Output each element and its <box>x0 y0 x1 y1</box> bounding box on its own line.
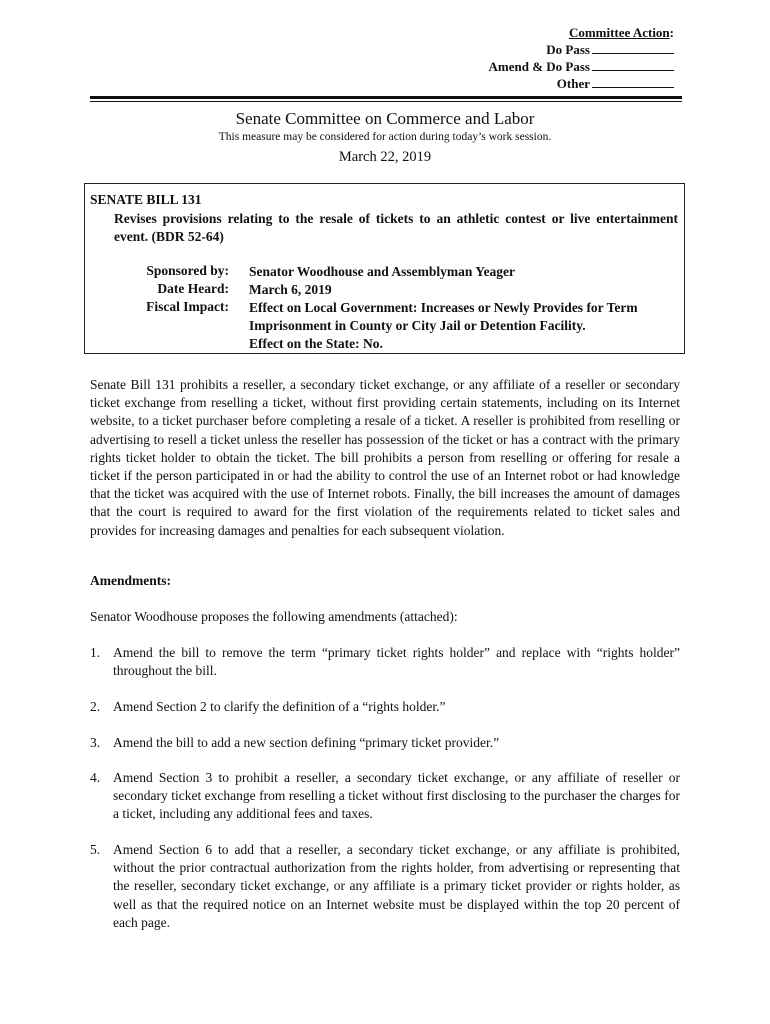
list-text: Amend Section 2 to clarify the definition of a “rights holder.” <box>113 699 446 714</box>
list-number: 2. <box>90 699 101 714</box>
fiscal-row <box>85 299 684 351</box>
option-do-pass: Do Pass <box>489 41 674 58</box>
blank-line <box>592 75 674 88</box>
amendments-heading: Amendments: <box>90 573 171 588</box>
bill-summary: Revises provisions relating to the resale of tickets to an athletic contest or live entertainment event. (BDR 52-64) <box>114 211 678 244</box>
bill-meta <box>85 263 684 351</box>
option-other: Other <box>489 75 674 92</box>
blank-line <box>592 41 674 54</box>
header-rule-thick <box>90 96 682 99</box>
header-rule-thin <box>90 101 682 102</box>
bill-number: SENATE BILL 131 <box>90 192 202 207</box>
committee-name: Senate Committee on Commerce and Labor <box>235 109 535 128</box>
list-number: 1. <box>90 645 101 660</box>
list-number: 4. <box>90 770 101 785</box>
bill-info-box <box>84 183 685 354</box>
committee-action-block: Committee Action: Do Pass Amend & Do Pass Other <box>488 25 674 91</box>
heard-row <box>85 281 684 299</box>
list-number: 5. <box>90 842 101 857</box>
list-text: Amend the bill to add a new section defining “primary ticket provider.” <box>113 735 500 750</box>
hearing-date: March 22, 2019 <box>338 149 432 165</box>
fiscal-state: Effect on the State: No. <box>249 336 383 351</box>
session-note: This measure may be considered for action during today’s work session. <box>218 131 552 143</box>
amendments-intro: Senator Woodhouse proposes the following amendments (attached): <box>90 609 458 624</box>
blank-line <box>592 58 674 71</box>
fiscal-local: Effect on Local Government: Increases or Newly Provides for Term Imprisonment in County or City Jail or Detention Facility. <box>249 300 638 333</box>
sponsored-label: Sponsored by: <box>146 263 229 278</box>
summary-paragraph: Senate Bill 131 prohibits a reseller, a secondary ticket exchange, or any affiliate of a reseller or secondary ticket exchange from reselling a ticket, without first providing certain statements, including on its Internet website, to a ticket purchaser before completing a resale of a ticket. A reseller is prohibited from reselling or advertising to resell a ticket unless the reseller has possession of the ticket or has a contract with the primary rights ticket holder to obtain the ticket. The bill prohibits a person from reselling or offering for resale a ticket if the person participated in or had the ability to control the use of an Internet robot or had knowledge that the ticket was acquired with the use of Internet robots. Finally, the bill increases the amount of damages that the court is required to award for the first violation of the requirements related to ticket sales and provides for increasing damages and penalties for each subsequent violation. <box>90 377 680 538</box>
list-number: 3. <box>90 735 101 750</box>
option-amend-do-pass: Amend & Do Pass <box>489 58 674 75</box>
fiscal-label: Fiscal Impact: <box>146 299 229 314</box>
sponsored-value: Senator Woodhouse and Assemblyman Yeager <box>249 264 516 279</box>
list-text: Amend the bill to remove the term “primary ticket rights holder” and replace with “rights holder” throughout the bill. <box>113 645 680 679</box>
list-text: Amend Section 6 to add that a reseller, a secondary ticket exchange, or any affiliate is prohibited, without the prior contractual authorization from the rights holder, from advertising or representing that the reseller, secondary ticket exchange, or any affiliate is a primary ticket provider or rights holder, as well as that the required notice on an Internet website must be displayed within the top 20 percent of each page. <box>113 842 680 930</box>
heard-value: March 6, 2019 <box>249 282 332 297</box>
heard-label: Date Heard: <box>157 281 229 296</box>
list-text: Amend Section 3 to prohibit a reseller, a secondary ticket exchange, or any affiliate of reseller or secondary ticket exchange from reselling a ticket without first disclosing to the purchaser the charges for a ticket, including any additional fees and taxes. <box>113 770 680 822</box>
sponsored-row <box>85 263 684 281</box>
committee-action-title: Committee Action <box>568 25 670 40</box>
